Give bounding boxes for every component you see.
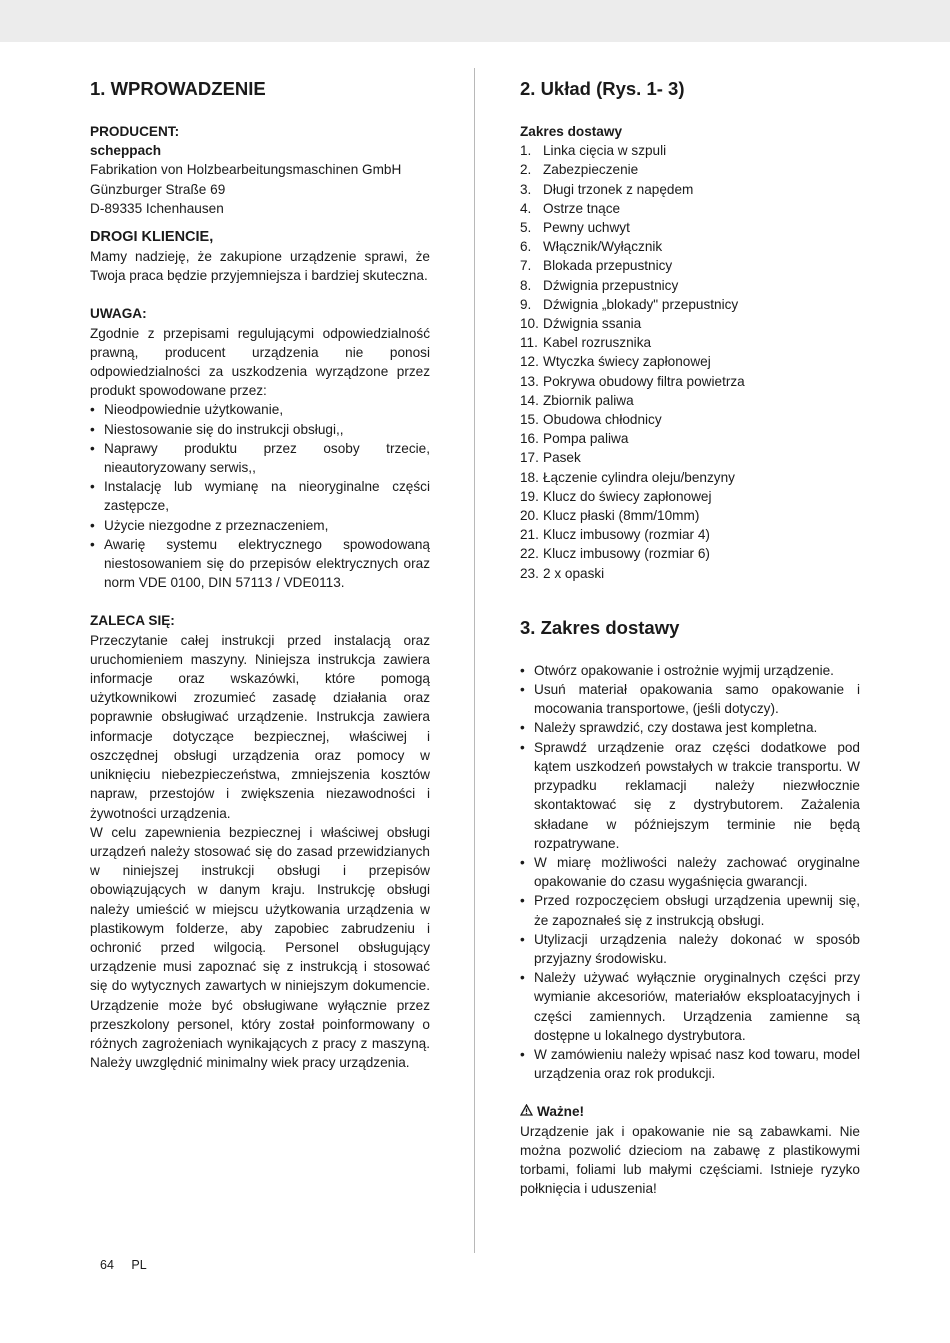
parts-list-item xyxy=(520,525,860,544)
dear-customer-heading: DROGI KLIENCIE, xyxy=(90,229,214,246)
part-name: Klucz imbusowy (rozmiar 4) xyxy=(543,527,710,543)
part-name: Włącznik/Wyłącznik xyxy=(543,239,663,255)
part-number: 22. xyxy=(520,546,539,562)
list-item: • Użycie niezgodne z przeznaczeniem, xyxy=(90,516,430,535)
dear-customer-text: Mamy nadzieję, że zakupione urządzenie sprawi, że Twoja praca będzie przyjemniejsza i bardziej skuteczna. xyxy=(90,249,430,284)
producer-label: PRODUCENT: xyxy=(90,124,180,139)
part-number: 10. xyxy=(520,316,539,332)
list-item: • Należy używać wyłącznie oryginalnych części przy wymianie akcesoriów, materiałów eksploatacyjnych i części zamiennych. Urządzenia zamienne są dostępne u lokalnego dystrybutora. xyxy=(520,968,860,1045)
list-item: • Nieodpowiednie użytkowanie, xyxy=(90,400,430,419)
parts-list-item xyxy=(520,180,860,199)
part-name: Pompa paliwa xyxy=(543,431,629,447)
parts-list-item xyxy=(520,141,860,160)
section-heading-introduction: 1. WPROWADZENIE xyxy=(90,78,266,99)
address-line: Fabrikation von Holzbearbeitungsmaschinen GmbH xyxy=(90,162,402,178)
part-number: 7. xyxy=(520,258,532,274)
parts-list-item xyxy=(520,506,860,525)
part-number: 23. xyxy=(520,565,539,581)
part-name: Dźwignia ssania xyxy=(543,316,642,332)
list-item: • Awarię systemu elektrycznego spowodowaną niestosowaniem się do przepisów elektrycznych oraz norm VDE 0100, DIN 57113 / VDE0113. xyxy=(90,535,430,593)
section-heading-layout: 2. Układ (Rys. 1- 3) xyxy=(520,78,685,99)
part-name: Łączenie cylindra oleju/benzyny xyxy=(543,469,735,485)
parts-list-item xyxy=(520,564,860,583)
recommend-text: W celu zapewnienia bezpiecznej i właściwej obsługi urządzeń należy stosować się do zasad przewidzianych w niniejszej instrukcji obsługi i przepisów obowiązujących w danym kraju. Instrukcję obsługi należy umieścić w miejscu użytkowania urządzenia w plastikowym folderze, aby zapobiec zabrudzeniu i ochronić przed wilgocią. Personel obsługujący urządzenie musi zapoznać się z instrukcją i stosować się do wytycznych zawartych w niniejszym dokumencie. Urządzenie może być obsługiwane wyłącznie przez przeszkolony personel, który został poinformowany o różnych zagrożeniach wynikających z pracy z maszyną. Należy uwzględnić minimalny wiek pracy urządzenia. xyxy=(90,824,430,1071)
list-item: • W zamówieniu należy wpisać nasz kod towaru, model urządzenia oraz rok produkcji. xyxy=(520,1045,860,1083)
right-column xyxy=(520,78,860,1198)
part-number: 13. xyxy=(520,373,539,389)
part-number: 18. xyxy=(520,469,539,485)
scope-label: Zakres dostawy xyxy=(520,124,622,139)
page-footer xyxy=(100,1258,161,1272)
parts-list xyxy=(520,141,860,583)
list-item: • Usuń materiał opakowania samo opakowanie i mocowania transportowe, (jeśli dotyczy). xyxy=(520,680,860,718)
part-name: Długi trzonek z napędem xyxy=(543,181,694,197)
parts-list-item xyxy=(520,544,860,563)
part-name: Dźwignia „blokady" przepustnicy xyxy=(543,296,739,312)
parts-list-item xyxy=(520,276,860,295)
part-number: 16. xyxy=(520,431,539,447)
parts-list-item xyxy=(520,448,860,467)
parts-list-item xyxy=(520,218,860,237)
page-number: 64 xyxy=(100,1258,114,1272)
address-line: D-89335 Ichenhausen xyxy=(90,200,224,216)
left-column xyxy=(90,78,430,1072)
parts-list-item xyxy=(520,295,860,314)
part-number: 6. xyxy=(520,239,532,255)
list-item: • Otwórz opakowanie i ostrożnie wyjmij urządzenie. xyxy=(520,661,860,680)
recommend-text: Przeczytanie całej instrukcji przed instalacją oraz uruchomieniem maszyny. Niniejsza instrukcja zawiera informacje oraz wskazówki, które pomogą użytkownikowi zrozumieć zasadę działania oraz poprawnie obsługiwać urządzenie. Instrukcja zawiera informacje dotyczące bezpiecznej, właściwej i oszczędnej obsługi urządzenia oraz pomocy w uniknięciu niebezpieczeństwa, zmniejszenia kosztów napraw, przestojów i zwiększenia niezawodności i żywotności urządzenia. xyxy=(90,632,430,821)
caution-list xyxy=(90,400,430,592)
part-name: Pokrywa obudowy filtra powietrza xyxy=(543,373,745,389)
part-name: Pewny uchwyt xyxy=(543,220,630,236)
section-heading-delivery: 3. Zakres dostawy xyxy=(520,616,680,638)
part-name: Linka cięcia w szpuli xyxy=(543,143,667,159)
delivery-list xyxy=(520,661,860,1083)
part-number: 4. xyxy=(520,200,532,216)
part-number: 2. xyxy=(520,162,532,178)
part-number: 9. xyxy=(520,296,532,312)
part-name: Dźwignia przepustnicy xyxy=(543,277,679,293)
parts-list-item xyxy=(520,352,860,371)
parts-list-item xyxy=(520,333,860,352)
list-item: • Naprawy produktu przez osoby trzecie, nieautoryzowany serwis,, xyxy=(90,439,430,477)
warning-icon xyxy=(520,1102,533,1121)
parts-list-item xyxy=(520,160,860,179)
list-item: • Sprawdź urządzenie oraz części dodatkowe pod kątem uszkodzeń powstałych w trakcie transportu. W przypadku reklamacji należy niezwłocznie skontaktować się z dystrybutorem. Zażalenia składane w późniejszym terminie nie będą rozpatrywane. xyxy=(520,738,860,853)
part-name: Zabezpieczenie xyxy=(543,162,639,178)
producer-name: scheppach xyxy=(90,143,162,159)
part-number: 20. xyxy=(520,508,539,524)
address-line: Günzburger Straße 69 xyxy=(90,181,226,197)
part-name: Kabel rozrusznika xyxy=(543,335,652,351)
list-item: • Przed rozpoczęciem obsługi urządzenia upewnij się, że zapoznałeś się z instrukcją obsługi. xyxy=(520,891,860,929)
part-number: 1. xyxy=(520,143,532,159)
list-item: • Niestosowanie się do instrukcji obsługi,, xyxy=(90,420,430,439)
parts-list-item xyxy=(520,199,860,218)
list-item: • Instalację lub wymianę na nieoryginalne części zastępcze, xyxy=(90,477,430,515)
part-name: Klucz imbusowy (rozmiar 6) xyxy=(543,546,710,562)
important-text: Urządzenie jak i opakowanie nie są zabawkami. Nie można pozwolić dzieciom na zabawę z plastikowymi torbami, foliami lub małymi częściami. Istnieje ryzyko połknięcia i uduszenia! xyxy=(520,1123,860,1197)
part-number: 11. xyxy=(520,335,538,351)
part-name: Wtyczka świecy zapłonowej xyxy=(543,354,711,370)
part-number: 8. xyxy=(520,277,532,293)
part-number: 17. xyxy=(520,450,539,466)
parts-list-item xyxy=(520,429,860,448)
part-name: 2 x opaski xyxy=(543,565,605,581)
important-heading xyxy=(520,1102,860,1121)
caution-label: UWAGA: xyxy=(90,306,147,322)
important-label: Ważne! xyxy=(537,1104,585,1120)
part-name: Blokada przepustnicy xyxy=(543,258,673,274)
parts-list-item xyxy=(520,468,860,487)
part-number: 15. xyxy=(520,412,539,428)
parts-list-item xyxy=(520,314,860,333)
part-number: 19. xyxy=(520,488,539,504)
part-name: Klucz płaski (8mm/10mm) xyxy=(543,508,700,524)
language-code: PL xyxy=(131,1258,147,1272)
parts-list-item xyxy=(520,391,860,410)
parts-list-item xyxy=(520,410,860,429)
part-name: Pasek xyxy=(543,450,581,466)
part-name: Zbiornik paliwa xyxy=(543,392,634,408)
part-number: 5. xyxy=(520,220,532,236)
recommend-label: ZALECA SIĘ: xyxy=(90,613,175,629)
caution-text: Zgodnie z przepisami regulującymi odpowiedzialność prawną, producent urządzenia nie ponosi odpowiedzialności za uszkodzenia wyrządzone przez produkt spowodowane przez: xyxy=(90,325,430,399)
parts-list-item xyxy=(520,237,860,256)
part-number: 3. xyxy=(520,181,532,197)
parts-list-item xyxy=(520,256,860,275)
list-item: • W miarę możliwości należy zachować oryginalne opakowanie do czasu wygaśnięcia gwarancji. xyxy=(520,853,860,891)
column-divider xyxy=(474,68,475,1253)
top-band xyxy=(0,0,950,42)
parts-list-item xyxy=(520,372,860,391)
part-name: Obudowa chłodnicy xyxy=(543,412,662,428)
part-number: 12. xyxy=(520,354,539,370)
part-number: 21. xyxy=(520,527,539,543)
part-number: 14. xyxy=(520,392,539,408)
list-item: • Utylizacji urządzenia należy dokonać w sposób przyjazny środowisku. xyxy=(520,930,860,968)
part-name: Ostrze tnące xyxy=(543,200,621,216)
list-item: • Należy sprawdzić, czy dostawa jest kompletna. xyxy=(520,718,860,737)
parts-list-item xyxy=(520,487,860,506)
part-name: Klucz do świecy zapłonowej xyxy=(543,488,712,504)
